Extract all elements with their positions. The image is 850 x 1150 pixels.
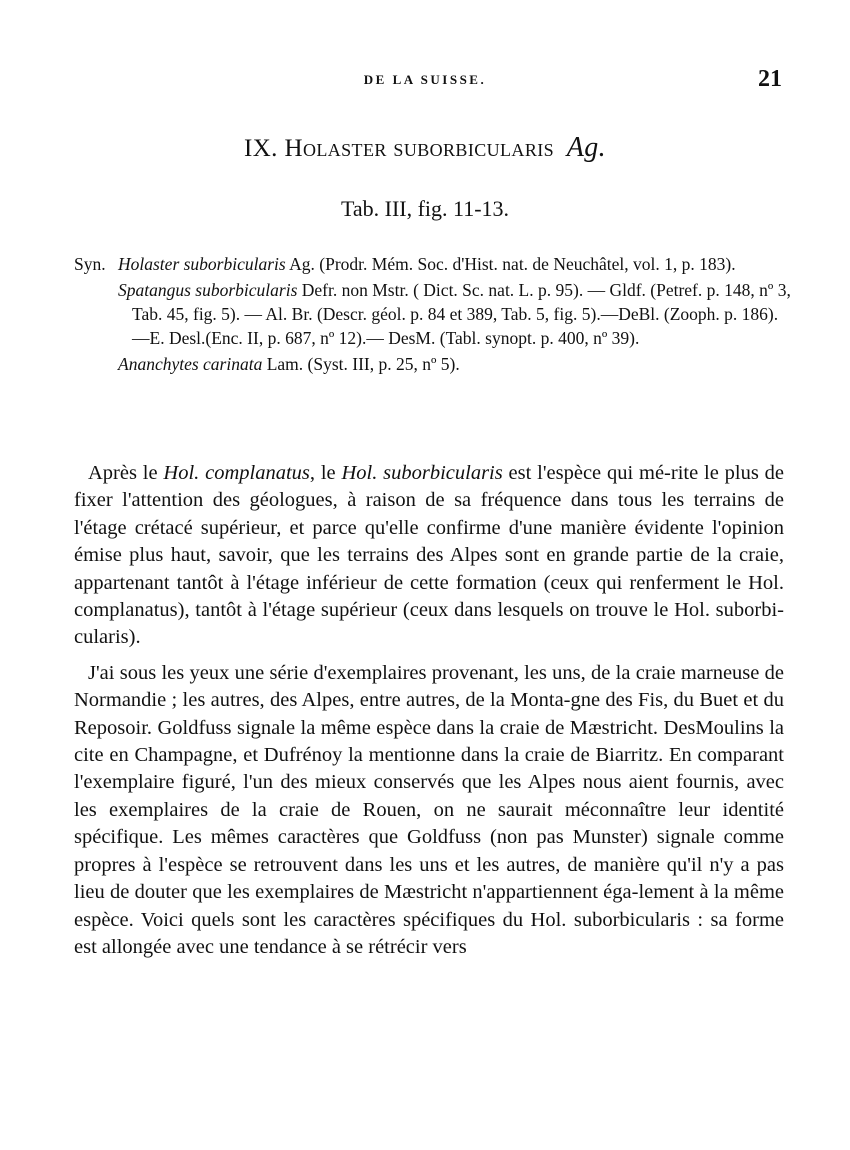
text-run: Après le [88,462,164,484]
running-head: DE LA SUISSE. [363,72,487,87]
synonym-citation: Ag. (Prodr. Mém. Soc. d'Hist. nat. de Neuchâtel, vol. 1, p. 183). [285,254,736,274]
paragraph-2: J'ai sous les yeux une série d'exemplaires provenant, les uns, de la craie marneuse de Normandie ; les autres, des Alpes, entre autres, de la Monta-gne des Fis, du Buet et du Reposoir. Goldfuss signale la même espèce dans la craie de Mæstricht. DesMoulins la cite en Champagne, et Dufrénoy la mentionne dans la craie de Biarritz. En comparant l'exemplaire figuré, l'un des mieux conservés que les Alpes nous aient fournis, avec les exemplaires de la craie de Rouen, on ne saurait méconnaître leur identité spécifique. Les mêmes caractères que Goldfuss (non pas Munster) signale comme propres à l'espèce se retrouvent dans les uns et les autres, de manière qu'il n'y a pas lieu de douter que les exemplaires de Mæstricht n'appartiennent éga-lement à la même espèce. Voici quels sont les caractères spécifiques du Hol. suborbicularis : sa forme est allongée avec une tendance à se rétrécir vers [74,661,784,958]
species-genus: Holaster [284,135,387,162]
synonym-entry [74,278,794,350]
species-reference: Hol. suborbicularis [341,462,503,484]
plate-reference: Tab. III, fig. 11-13. [340,196,510,221]
species-author: Ag. [566,132,607,163]
species-numeral: IX. [243,135,278,162]
text-run: est l'espèce qui mé-rite le plus de fixer l'attention des géologues, à raison de sa fréquence dans tous les terrains de l'étage crétacé supérieur, et parce qu'elle confirme d'une manière évidente l'opinion émise plus haut, savoir, que les terrains des Alpes sont en grande partie de la craie, appartenant tantôt à l'étage inférieur de cette formation (ceux qui renferment le Hol. complanatus), tantôt à l'étage supérieur (ceux dans lesquels on trouve le Hol. suborbi-cularis). [74,462,784,649]
synonym-name: Spatangus suborbicularis [118,280,298,300]
synonymy-block [74,252,794,376]
body-text [74,460,784,969]
page-number: 21 [758,66,782,92]
synonymy-label: Syn. [74,254,106,274]
synonym-citation: Lam. (Syst. III, p. 25, nº 5). [262,354,460,374]
species-reference: Hol. complanatus [163,462,310,484]
synonym-name: Holaster suborbicularis [118,254,286,274]
synonym-entry [74,352,794,376]
species-title [0,132,850,164]
text-run: , le [309,462,342,484]
species-epithet: suborbicularis [393,135,555,162]
synonym-entry [74,252,794,276]
paragraph-1 [74,460,784,652]
synonym-citation: Defr. non Mstr. ( Dict. Sc. nat. L. p. 95). — Gldf. (Petref. p. 148, nº 3, Tab. 45, fig. 5). — Al. Br. (Descr. géol. p. 84 et 389, Tab. 5, fig. 5).—DeBl. (Zooph. p. 186).—E. Desl.(Enc. II, p. 687, nº 12).— DesM. (Tabl. synopt. p. 400, nº 39). [132,280,791,348]
synonym-name: Ananchytes carinata [118,354,263,374]
